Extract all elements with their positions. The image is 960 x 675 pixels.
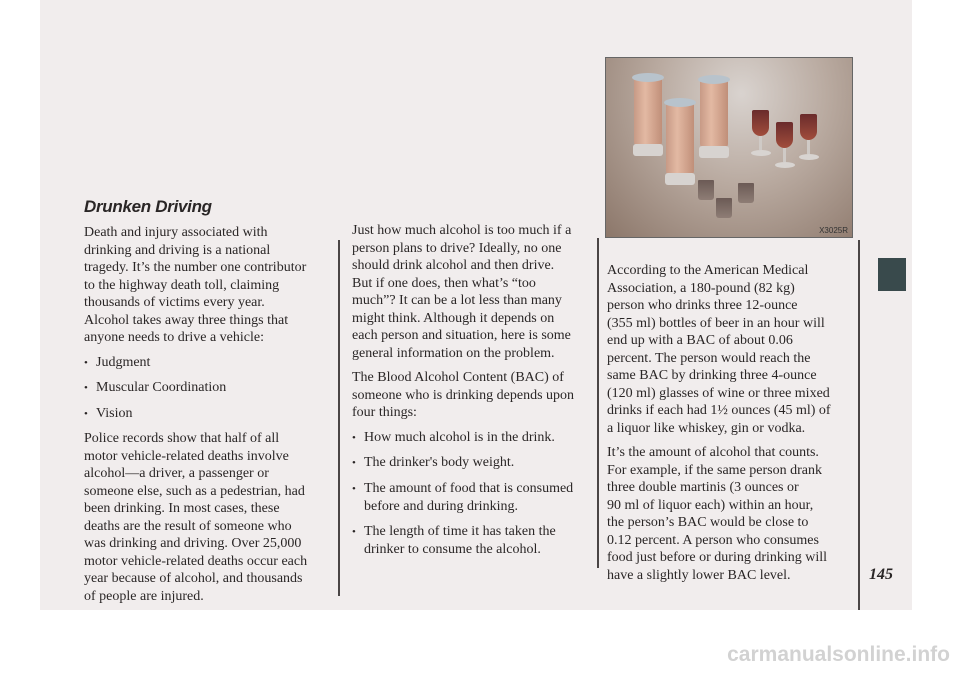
text-line: (355 ml) bottles of beer in an hour will: [607, 315, 825, 331]
photo-code: X3025R: [819, 226, 848, 235]
text-line: motor vehicle-related deaths involve: [84, 448, 289, 464]
text-line: the person’s BAC would be close to: [607, 515, 809, 530]
shot-glass: [716, 198, 732, 218]
text-line: drinking and driving is a national: [84, 242, 271, 258]
text-line: deaths are the result of someone who: [84, 518, 292, 534]
text-line: percent. The person would reach the: [607, 350, 811, 366]
text-line: • Muscular Coordination: [84, 379, 307, 398]
text-line: much”? It can be a lot less than many: [352, 293, 562, 308]
text-line: Police records show that half of all: [84, 431, 280, 446]
watermark: carmanualsonline.info: [727, 643, 950, 666]
text-line: someone else, such as a pedestrian, had: [84, 483, 305, 499]
text-line: end up with a BAC of about 0.06: [607, 333, 793, 348]
text-line: • Judgment: [84, 354, 307, 373]
column-3: [607, 262, 831, 591]
paragraph: [84, 224, 307, 347]
text-line: three double martinis (3 ounces or: [607, 480, 799, 495]
text-line: anyone needs to drive a vehicle:: [84, 330, 264, 345]
section-title: Drunken Driving: [84, 197, 212, 216]
text-line: Association, a 180-pound (82 kg): [607, 280, 795, 296]
bullet-item: [352, 480, 574, 516]
text-line: But if one does, then what’s “too: [352, 275, 536, 291]
shot-glass: [698, 180, 714, 200]
text-line: same BAC by drinking three 4-ounce: [607, 368, 817, 383]
text-line: According to the American Medical: [607, 263, 809, 278]
bullet-item: [84, 405, 307, 424]
text-line: four things:: [352, 405, 417, 420]
text-line: It’s the amount of alcohol that counts.: [607, 445, 819, 460]
text-line: • Vision: [84, 405, 307, 424]
column-divider: [597, 238, 599, 568]
text-line: Alcohol takes away three things that: [84, 312, 289, 328]
shot-glass: [738, 183, 754, 203]
text-line: have a slightly lower BAC level.: [607, 567, 791, 583]
text-line: • The amount of food that is consumed: [352, 480, 574, 499]
text-line: was drinking and driving. Over 25,000: [84, 536, 302, 551]
section-tab: [878, 258, 906, 291]
text-line: food just before or during drinking will: [607, 550, 828, 565]
text-line: year because of alcohol, and thousands: [84, 571, 303, 586]
column-2: [352, 222, 574, 566]
text-line: Just how much alcohol is too much if a: [352, 223, 572, 238]
text-line: person plans to drive? Ideally, no one: [352, 240, 562, 256]
beer-glass: [700, 80, 728, 148]
paragraph: [607, 262, 831, 437]
bullet-item: [352, 523, 574, 559]
paragraph: [352, 222, 574, 362]
text-line: • How much alcohol is in the drink.: [352, 429, 574, 448]
text-line: 0.12 percent. A person who consumes: [607, 532, 819, 548]
text-line: tragedy. It’s the number one contributor: [84, 260, 307, 275]
text-line: should drink alcohol and then drive.: [352, 258, 555, 273]
text-line: motor vehicle-related deaths occur each: [84, 553, 308, 569]
column-divider: [858, 240, 860, 610]
bullet-item: [84, 354, 307, 373]
page-number: 145: [869, 566, 893, 583]
text-line: • The drinker's body weight.: [352, 454, 574, 473]
text-line: might think. Although it depends on: [352, 310, 555, 326]
text-line: before and during drinking.: [364, 499, 518, 514]
wine-glass: [752, 110, 769, 136]
text-line: person who drinks three 12-ounce: [607, 298, 798, 313]
text-line: of people are injured.: [84, 588, 204, 604]
text-line: • The length of time it has taken the: [352, 523, 574, 542]
text-line: drinker to consume the alcohol.: [364, 542, 541, 557]
alcoholic-drinks-photo: [605, 57, 853, 238]
paragraph: [84, 430, 307, 605]
bullet-item: [84, 379, 307, 398]
text-line: been drinking. In most cases, these: [84, 501, 280, 516]
text-line: someone who is drinking depends upon: [352, 387, 575, 403]
wine-glass: [800, 114, 817, 140]
text-line: thousands of victims every year.: [84, 295, 265, 310]
text-line: a liquor like whiskey, gin or vodka.: [607, 420, 806, 436]
text-line: alcohol—a driver, a passenger or: [84, 466, 269, 481]
text-line: Death and injury associated with: [84, 225, 268, 240]
text-line: general information on the problem.: [352, 345, 555, 361]
text-line: For example, if the same person drank: [607, 462, 822, 478]
text-line: The Blood Alcohol Content (BAC) of: [352, 370, 564, 385]
text-line: drinks if each had 1½ ounces (45 ml) of: [607, 403, 831, 418]
column-divider: [338, 240, 340, 596]
text-line: to the highway death toll, claiming: [84, 277, 280, 293]
text-line: each person and situation, here is some: [352, 328, 571, 343]
paragraph: [352, 369, 574, 422]
column-1: [84, 224, 307, 612]
bullet-item: [352, 429, 574, 448]
beer-glass: [634, 78, 662, 146]
wine-glass: [776, 122, 793, 148]
bullet-item: [352, 454, 574, 473]
text-line: 90 ml of liquor each) within an hour,: [607, 497, 814, 513]
text-line: (120 ml) glasses of wine or three mixed: [607, 385, 830, 401]
paragraph: [607, 444, 831, 584]
beer-glass: [666, 103, 694, 175]
